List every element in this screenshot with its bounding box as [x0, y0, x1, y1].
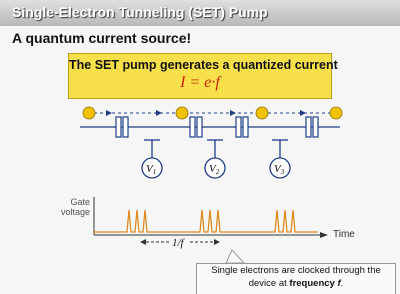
junction	[123, 117, 128, 137]
electron	[176, 107, 188, 119]
gate-label-v1: V1	[146, 163, 157, 176]
gate-pulses	[94, 210, 318, 232]
current-formula: I = e·f	[180, 74, 220, 91]
slide-subtitle: A quantum current source!	[12, 30, 192, 46]
electron	[83, 107, 95, 119]
junction	[236, 117, 241, 137]
electron	[256, 107, 268, 119]
callout-text: The SET pump generates a quantized current	[69, 58, 338, 72]
pulse-group	[268, 210, 318, 232]
junction	[243, 117, 248, 137]
slide-title: Single-Electron Tunneling (SET) Pump	[12, 4, 268, 20]
pulse-group	[190, 210, 268, 232]
electron	[330, 107, 342, 119]
explanation-note: Single electrons are clocked through the device at frequency f.	[196, 263, 396, 294]
time-axis-arrow	[320, 232, 328, 238]
junction	[306, 117, 311, 137]
gate-capacitors	[144, 140, 288, 158]
junction	[116, 117, 121, 137]
gate-label-v3: V3	[274, 163, 285, 176]
y-axis-label: Gate voltage	[60, 197, 90, 217]
x-axis-label: Time	[333, 229, 355, 240]
pulse-group	[94, 210, 190, 232]
note-pointer	[226, 250, 244, 263]
junction	[190, 117, 195, 137]
gate-label-v2: V2	[209, 163, 220, 176]
junction	[197, 117, 202, 137]
period-label: 1/f	[172, 237, 184, 249]
junction	[313, 117, 318, 137]
